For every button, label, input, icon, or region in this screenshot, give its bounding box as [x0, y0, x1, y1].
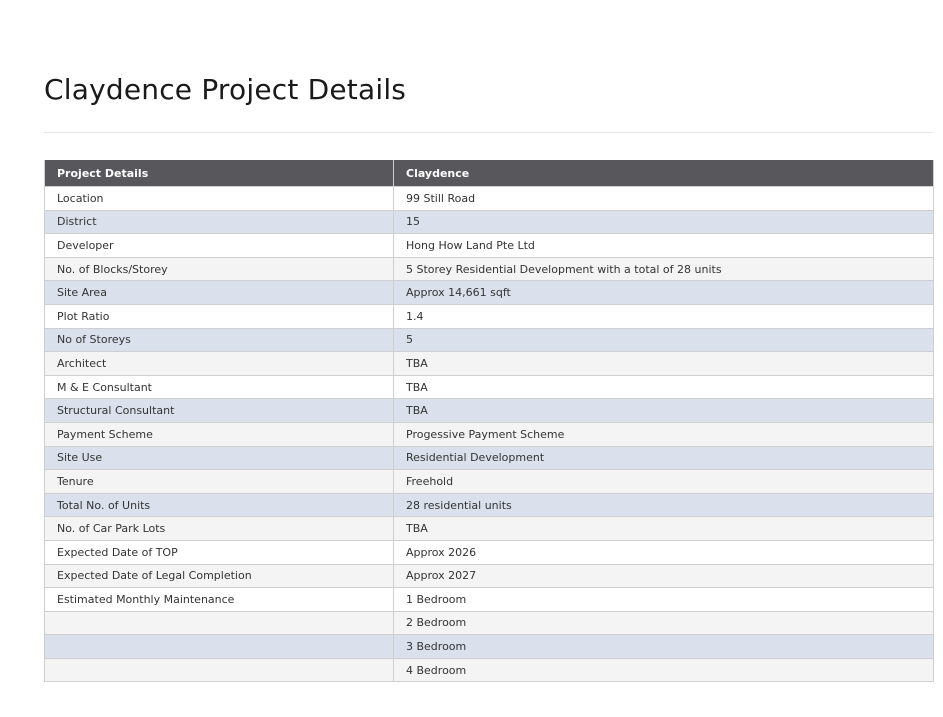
row-label: No. of Car Park Lots: [45, 517, 394, 541]
table-row: [45, 257, 934, 281]
row-value: 2 Bedroom: [394, 611, 934, 635]
table-row: [45, 564, 934, 588]
row-label: Architect: [45, 352, 394, 376]
table-row: [45, 611, 934, 635]
header-project-details: Project Details: [45, 160, 394, 187]
table-row: [45, 540, 934, 564]
row-value: Progessive Payment Scheme: [394, 422, 934, 446]
row-value: Approx 2027: [394, 564, 934, 588]
table-row: [45, 187, 934, 211]
row-value: 15: [394, 210, 934, 234]
row-label: Structural Consultant: [45, 399, 394, 423]
row-value: 28 residential units: [394, 493, 934, 517]
row-value: TBA: [394, 375, 934, 399]
table-row: [45, 399, 934, 423]
row-label: Total No. of Units: [45, 493, 394, 517]
row-value: Freehold: [394, 470, 934, 494]
row-label: Site Use: [45, 446, 394, 470]
row-value: 4 Bedroom: [394, 658, 934, 682]
row-label: [45, 611, 394, 635]
row-label: M & E Consultant: [45, 375, 394, 399]
table-row: [45, 446, 934, 470]
row-value: Hong How Land Pte Ltd: [394, 234, 934, 258]
table-row: [45, 328, 934, 352]
table-row: [45, 493, 934, 517]
title-divider: [44, 132, 933, 133]
row-value: 5 Storey Residential Development with a total of 28 units: [394, 257, 934, 281]
row-value: TBA: [394, 352, 934, 376]
row-value: Approx 14,661 sqft: [394, 281, 934, 305]
table-row: [45, 234, 934, 258]
row-value: 5: [394, 328, 934, 352]
row-value: Residential Development: [394, 446, 934, 470]
table-row: [45, 635, 934, 659]
row-value: 3 Bedroom: [394, 635, 934, 659]
table-header-row: [45, 160, 934, 187]
project-details-table: [44, 160, 934, 682]
row-value: 1 Bedroom: [394, 588, 934, 612]
row-label: No of Storeys: [45, 328, 394, 352]
row-label: [45, 635, 394, 659]
row-label: Plot Ratio: [45, 304, 394, 328]
table-row: [45, 588, 934, 612]
table-row: [45, 352, 934, 376]
row-label: Developer: [45, 234, 394, 258]
table-row: [45, 304, 934, 328]
table-row: [45, 517, 934, 541]
row-value: 1.4: [394, 304, 934, 328]
header-claydence: Claydence: [394, 160, 934, 187]
row-label: Site Area: [45, 281, 394, 305]
row-label: No. of Blocks/Storey: [45, 257, 394, 281]
row-label: [45, 658, 394, 682]
row-label: Expected Date of TOP: [45, 540, 394, 564]
row-label: Payment Scheme: [45, 422, 394, 446]
table-row: [45, 281, 934, 305]
row-value: TBA: [394, 399, 934, 423]
row-value: 99 Still Road: [394, 187, 934, 211]
page-title: Claydence Project Details: [44, 73, 407, 106]
row-value: Approx 2026: [394, 540, 934, 564]
table-row: [45, 470, 934, 494]
row-label: Estimated Monthly Maintenance: [45, 588, 394, 612]
table-row: [45, 658, 934, 682]
row-label: Expected Date of Legal Completion: [45, 564, 394, 588]
row-value: TBA: [394, 517, 934, 541]
row-label: Location: [45, 187, 394, 211]
table-row: [45, 210, 934, 234]
table-row: [45, 375, 934, 399]
row-label: Tenure: [45, 470, 394, 494]
table-row: [45, 422, 934, 446]
row-label: District: [45, 210, 394, 234]
